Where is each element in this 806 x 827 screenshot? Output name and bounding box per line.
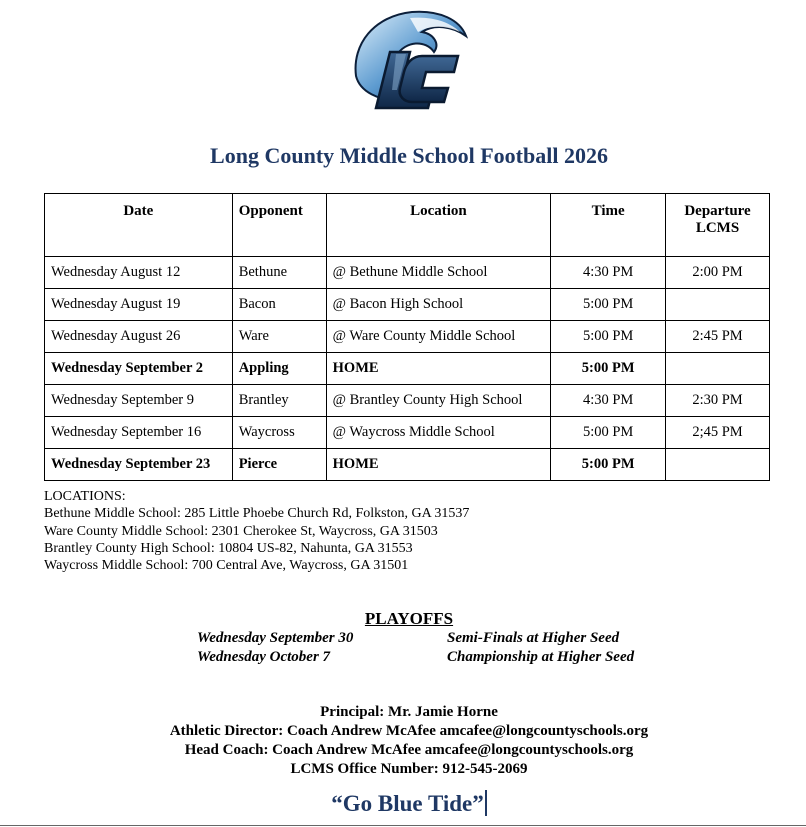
cell-departure: 2:45 PM xyxy=(666,321,770,353)
location-line: Brantley County High School: 10804 US-82, Nahunta, GA 31553 xyxy=(44,540,413,556)
table-row xyxy=(45,321,770,353)
page-title: Long County Middle School Football 2026 xyxy=(210,143,608,168)
header-time: Time xyxy=(551,194,666,257)
cell-date: Wednesday August 26 xyxy=(45,321,233,353)
locations-heading: LOCATIONS: xyxy=(44,489,126,504)
cell-date: Wednesday September 16 xyxy=(45,417,233,449)
location-line: Bethune Middle School: 285 Little Phoebe Church Rd, Folkston, GA 31537 xyxy=(44,506,470,522)
table-header-row xyxy=(45,194,770,257)
slogan-text: “Go Blue Tide” xyxy=(331,791,484,816)
contact-athletic-director: Athletic Director: Coach Andrew McAfee amcafee@longcountyschools.org xyxy=(169,723,649,739)
header-departure-line2: LCMS xyxy=(695,220,740,236)
cell-opponent: Ware xyxy=(232,321,326,353)
cell-opponent: Waycross xyxy=(232,417,326,449)
contact-head-coach: Head Coach: Coach Andrew McAfee amcafee@longcountyschools.org xyxy=(184,742,634,758)
table-row xyxy=(45,289,770,321)
cell-departure: 2:30 PM xyxy=(666,385,770,417)
playoffs-heading: PLAYOFFS xyxy=(364,609,454,628)
locations-block xyxy=(44,488,469,574)
header-location: Location xyxy=(326,194,551,257)
cell-departure xyxy=(666,353,770,385)
table-row xyxy=(45,257,770,289)
cell-location: @ Bethune Middle School xyxy=(326,257,551,289)
location-line: Waycross Middle School: 700 Central Ave, Waycross, GA 31501 xyxy=(44,558,409,574)
contact-office-number: LCMS Office Number: 912-545-2069 xyxy=(290,761,528,777)
cell-time: 4:30 PM xyxy=(551,385,666,417)
table-row xyxy=(45,449,770,481)
table-row xyxy=(45,417,770,449)
table-row xyxy=(45,385,770,417)
cell-date: Wednesday August 12 xyxy=(45,257,233,289)
cell-opponent: Bacon xyxy=(232,289,326,321)
playoff-date: Wednesday October 7 xyxy=(197,649,331,665)
cell-time: 5:00 PM xyxy=(551,321,666,353)
schedule-table xyxy=(44,193,770,481)
location-line: Ware County Middle School: 2301 Cherokee St, Waycross, GA 31503 xyxy=(44,523,438,539)
header-date: Date xyxy=(45,194,233,257)
cell-time: 4:30 PM xyxy=(551,257,666,289)
playoff-event: Championship at Higher Seed xyxy=(447,649,635,665)
cell-time: 5:00 PM xyxy=(551,353,666,385)
cell-time: 5:00 PM xyxy=(551,449,666,481)
cell-date: Wednesday September 2 xyxy=(45,353,233,385)
cell-location: @ Brantley County High School xyxy=(326,385,551,417)
header-departure-line1: Departure xyxy=(684,203,751,219)
cell-location: HOME xyxy=(326,353,551,385)
lc-logo-icon xyxy=(348,6,472,120)
contact-principal: Principal: Mr. Jamie Horne xyxy=(320,704,498,720)
slogan[interactable] xyxy=(0,790,806,817)
header-opponent: Opponent xyxy=(232,194,326,257)
table-row xyxy=(45,353,770,385)
cell-time: 5:00 PM xyxy=(551,289,666,321)
cell-location: @ Waycross Middle School xyxy=(326,417,551,449)
cell-opponent: Pierce xyxy=(232,449,326,481)
cell-departure: 2;45 PM xyxy=(666,417,770,449)
cell-location: HOME xyxy=(326,449,551,481)
cell-opponent: Bethune xyxy=(232,257,326,289)
text-cursor xyxy=(485,790,487,816)
cell-date: Wednesday September 23 xyxy=(45,449,233,481)
cell-time: 5:00 PM xyxy=(551,417,666,449)
contacts-block xyxy=(0,703,806,779)
cell-departure xyxy=(666,289,770,321)
playoff-date: Wednesday September 30 xyxy=(197,630,354,646)
cell-opponent: Appling xyxy=(232,353,326,385)
cell-departure xyxy=(666,449,770,481)
playoff-event: Semi-Finals at Higher Seed xyxy=(447,630,620,646)
page-bottom-divider xyxy=(0,825,806,826)
cell-location: @ Ware County Middle School xyxy=(326,321,551,353)
header-departure xyxy=(666,194,770,257)
cell-date: Wednesday September 9 xyxy=(45,385,233,417)
cell-departure: 2:00 PM xyxy=(666,257,770,289)
cell-opponent: Brantley xyxy=(232,385,326,417)
cell-date: Wednesday August 19 xyxy=(45,289,233,321)
cell-location: @ Bacon High School xyxy=(326,289,551,321)
